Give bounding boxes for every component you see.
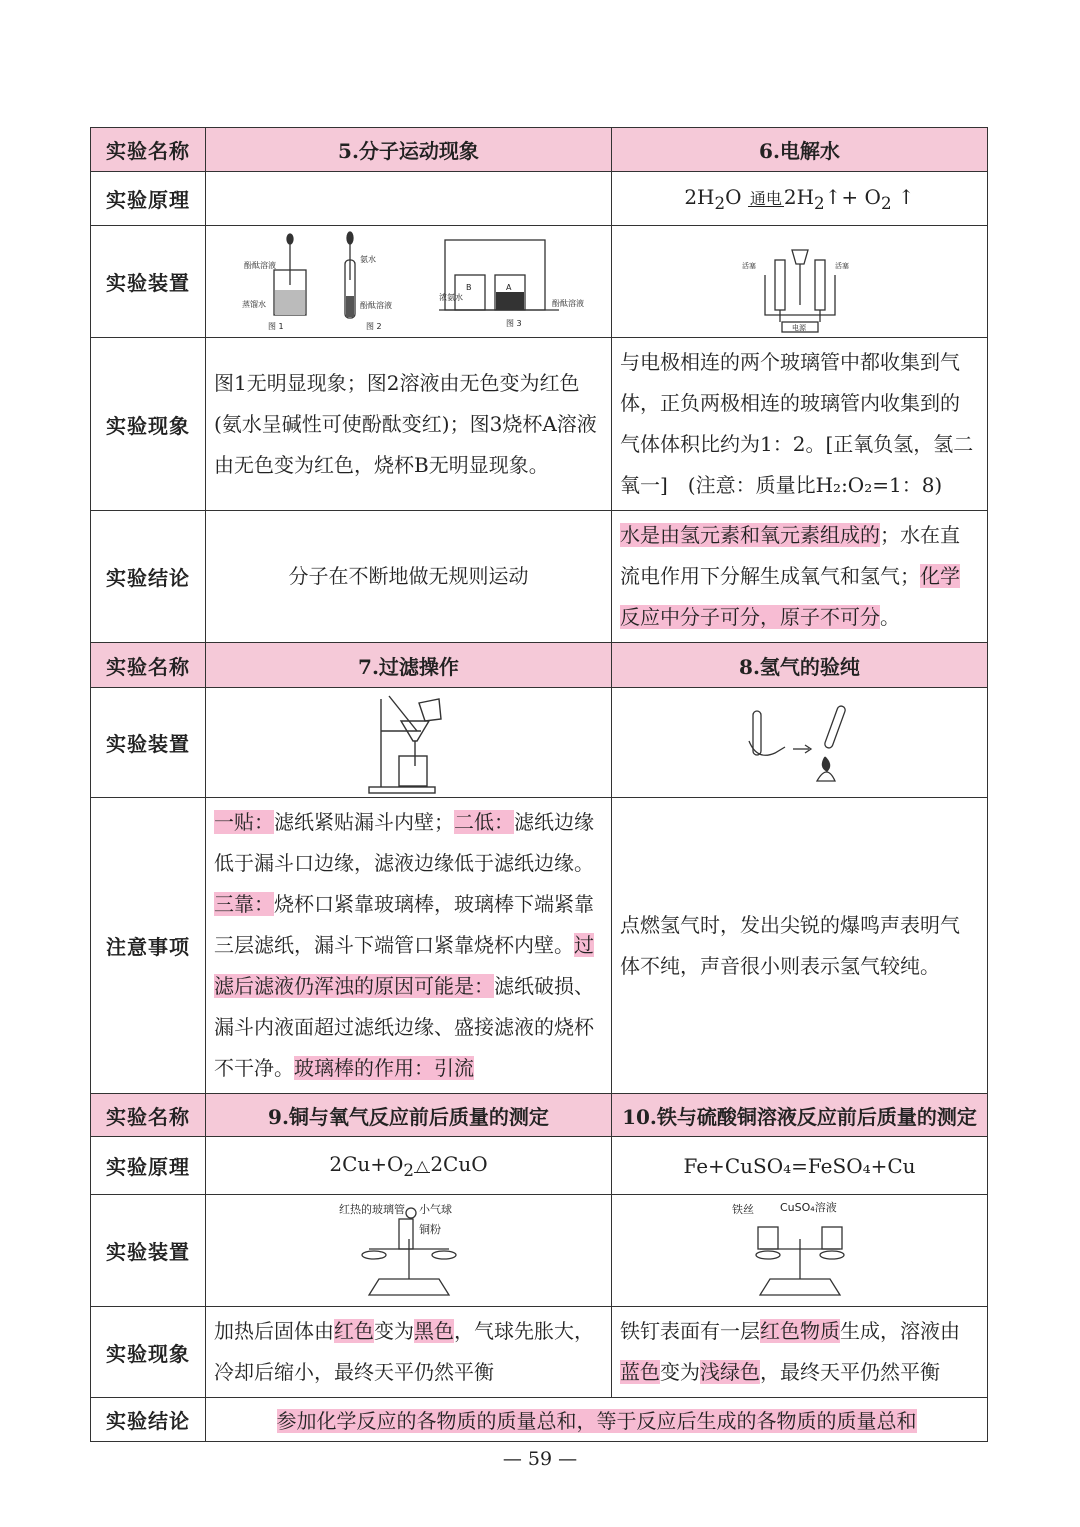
header-row-9-10 — [91, 1094, 988, 1137]
svg-text:酚酞溶液: 酚酞溶液 — [551, 298, 584, 308]
exp6-title: 6.电解水 — [612, 128, 988, 172]
svg-text:图 2: 图 2 — [365, 321, 382, 331]
label-apparatus: 实验装置 — [91, 1195, 206, 1307]
label-principle: 实验原理 — [91, 172, 206, 226]
exp10-apparatus — [612, 1195, 988, 1307]
label-apparatus: 实验装置 — [91, 688, 206, 798]
label-principle: 实验原理 — [91, 1137, 206, 1195]
exp9-formula: $2Cu+O_2$ △ 2CuO — [206, 1137, 612, 1195]
phenomenon-row-9-10 — [91, 1307, 988, 1398]
exp8-title: 8.氢气的验纯 — [612, 643, 988, 688]
principle-row-5-6 — [91, 172, 988, 226]
electrolysis-diagram — [720, 230, 880, 334]
label-conclusion: 实验结论 — [91, 1398, 206, 1442]
svg-text:小气球: 小气球 — [418, 1202, 452, 1216]
experiment-table — [90, 127, 988, 1442]
svg-text:酚酞溶液: 酚酞溶液 — [243, 260, 276, 270]
svg-text:活塞: 活塞 — [741, 261, 756, 270]
svg-text:图 3: 图 3 — [505, 318, 522, 328]
exp7-title: 7.过滤操作 — [206, 643, 612, 688]
phenomenon-row-5-6 — [91, 338, 988, 511]
label-name: 实验名称 — [91, 643, 206, 688]
label-phenomenon: 实验现象 — [91, 338, 206, 511]
apparatus-row-7-8 — [91, 688, 988, 798]
exp9-apparatus — [206, 1195, 612, 1307]
label-notes: 注意事项 — [91, 798, 206, 1094]
exp9-title: 9.铜与氧气反应前后质量的测定 — [206, 1094, 612, 1137]
svg-text:铜粉: 铜粉 — [418, 1222, 441, 1236]
svg-text:红热的玻璃管: 红热的玻璃管 — [338, 1202, 405, 1216]
shared-conclusion: 参加化学反应的各物质的质量总和，等于反应后生成的各物质的质量总和 — [206, 1398, 988, 1442]
exp6-formula: $2H_2O$ 通电 $2H_2↑+ O_2$ ↑ — [612, 172, 988, 226]
heat-triangle-icon: △ — [416, 1155, 429, 1175]
page-number: — 59 — — [502, 1448, 578, 1470]
svg-text:A: A — [505, 282, 511, 292]
exp7-notes: 一贴：滤纸紧贴漏斗内壁；二低：滤纸边缘低于漏斗口边缘，滤液边缘低于滤纸边缘。三靠：烧杯口紧靠玻璃棒，玻璃棒下端紧靠三层滤纸，漏斗下端管口紧靠烧杯内壁。过滤后滤液仍浑浊的原因可能是：滤纸破损、漏斗内液面超过滤纸边缘、盛接滤液的烧杯不干净。玻璃棒的作用：引流 — [206, 798, 612, 1094]
exp10-title: 10.铁与硫酸铜溶液反应前后质量的测定 — [612, 1094, 988, 1137]
svg-text:氨水: 氨水 — [359, 254, 376, 264]
principle-row-9-10 — [91, 1137, 988, 1195]
label-name: 实验名称 — [91, 1094, 206, 1137]
header-row-7-8 — [91, 643, 988, 688]
label-conclusion: 实验结论 — [91, 511, 206, 643]
exp6-phenomenon: 与电极相连的两个玻璃管中都收集到气体，正负两极相连的玻璃管内收集到的气体体积比约为1：2。[正氧负氢，氢二氧一] (注意：质量比H₂:O₂=1：8) — [612, 338, 988, 511]
exp5-conclusion: 分子在不断地做无规则运动 — [206, 511, 612, 643]
condition-arrow: 通电 — [748, 186, 784, 209]
molecule-motion-diagram — [214, 230, 604, 334]
apparatus-row-9-10 — [91, 1195, 988, 1307]
svg-text:电源: 电源 — [791, 323, 806, 332]
iron-copper-sulfate-balance-diagram — [730, 1199, 870, 1303]
exp8-notes: 点燃氢气时，发出尖锐的爆鸣声表明气体不纯，声音很小则表示氢气较纯。 — [612, 798, 988, 1094]
svg-text:图 1: 图 1 — [267, 321, 284, 331]
notes-row-7-8 — [91, 798, 988, 1094]
svg-text:浓氨水: 浓氨水 — [438, 292, 463, 302]
exp9-phenomenon: 加热后固体由红色变为黑色，气球先胀大，冷却后缩小，最终天平仍然平衡 — [206, 1307, 612, 1398]
svg-text:铁丝: 铁丝 — [731, 1202, 754, 1216]
hydrogen-test-diagram — [745, 691, 855, 795]
copper-oxygen-balance-diagram — [339, 1199, 479, 1303]
conclusion-row-9-10 — [91, 1398, 988, 1442]
conclusion-row-5-6 — [91, 511, 988, 643]
exp5-apparatus — [206, 226, 612, 338]
exp5-title: 5.分子运动现象 — [206, 128, 612, 172]
exp7-apparatus — [206, 688, 612, 798]
filtration-diagram — [359, 691, 459, 795]
exp10-formula: Fe+CuSO₄=FeSO₄+Cu — [612, 1137, 988, 1195]
exp5-phenomenon: 图1无明显现象；图2溶液由无色变为红色(氨水呈碱性可使酚酞变红)；图3烧杯A溶液由无色变为红色，烧杯B无明显现象。 — [206, 338, 612, 511]
exp8-apparatus — [612, 688, 988, 798]
exp10-phenomenon: 铁钉表面有一层红色物质生成，溶液由蓝色变为浅绿色，最终天平仍然平衡 — [612, 1307, 988, 1398]
label-apparatus: 实验装置 — [91, 226, 206, 338]
header-row-5-6 — [91, 128, 988, 172]
svg-text:活塞: 活塞 — [834, 261, 849, 270]
exp5-principle — [206, 172, 612, 226]
svg-text:蒸馏水: 蒸馏水 — [241, 299, 266, 309]
apparatus-row-5-6 — [91, 226, 988, 338]
svg-text:酚酞溶液: 酚酞溶液 — [359, 300, 392, 310]
exp6-apparatus — [612, 226, 988, 338]
svg-text:CuSO₄溶液: CuSO₄溶液 — [779, 1200, 837, 1214]
exp6-conclusion: 水是由氢元素和氧元素组成的；水在直流电作用下分解生成氧气和氢气；化学反应中分子可分，原子不可分。 — [612, 511, 988, 643]
label-phenomenon: 实验现象 — [91, 1307, 206, 1398]
label-name: 实验名称 — [91, 128, 206, 172]
svg-text:B: B — [465, 282, 471, 292]
